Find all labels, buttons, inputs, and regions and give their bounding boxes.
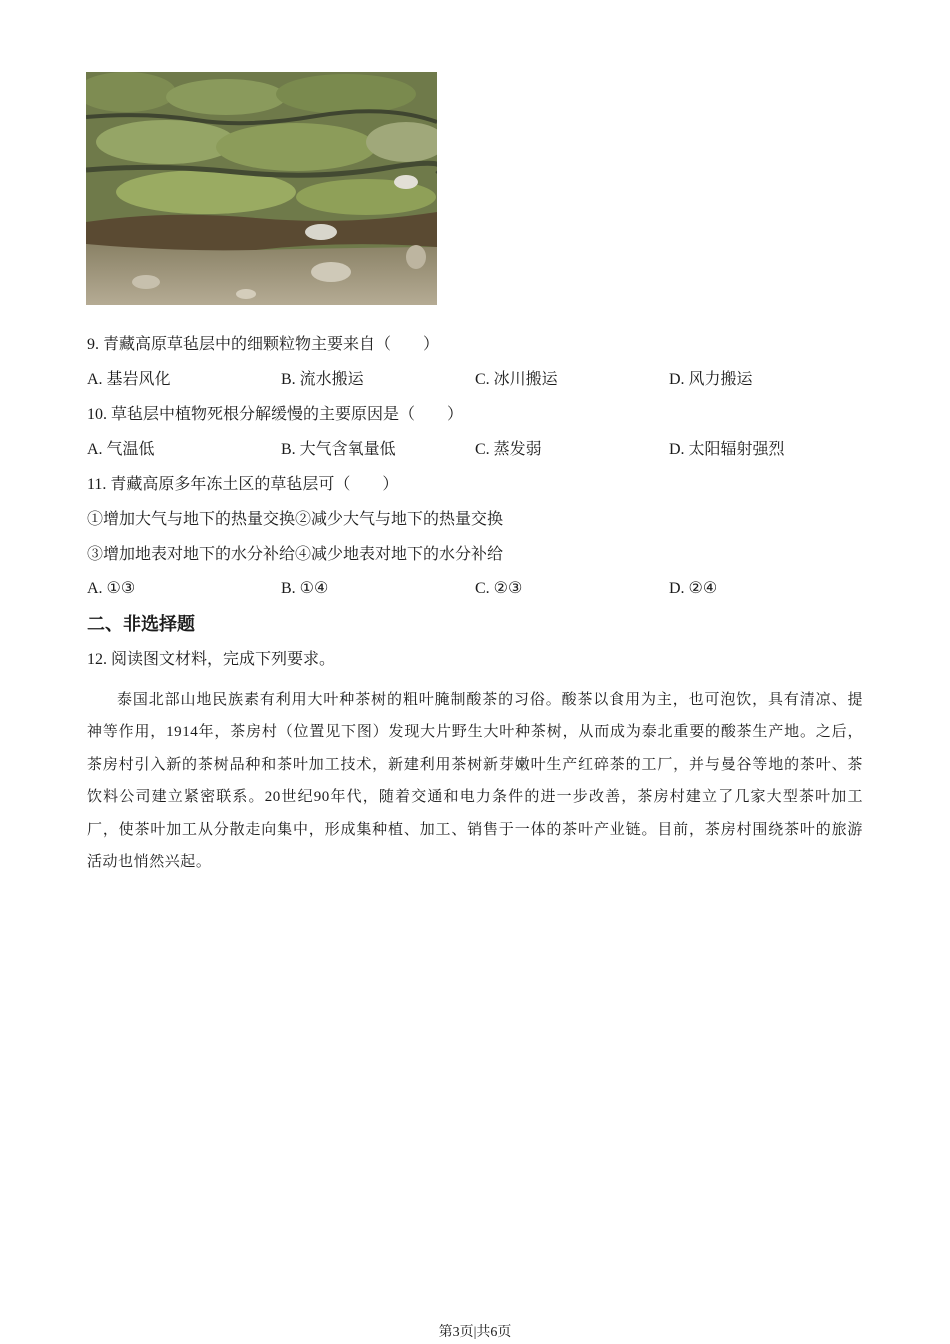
q10-option-b[interactable]: B. 大气含氧量低 (281, 441, 396, 458)
q9-option-b[interactable]: B. 流水搬运 (281, 371, 364, 388)
page-footer: 第3页|共6页 (438, 1325, 512, 1340)
q9-option-c[interactable]: C. 冰川搬运 (475, 371, 558, 388)
question-10-stem: 10. 草毡层中植物死根分解缓慢的主要原因是（ ） (87, 406, 464, 423)
q10-option-d[interactable]: D. 太阳辐射强烈 (669, 441, 785, 458)
q12-material-paragraph (87, 684, 863, 878)
q10-option-a[interactable]: A. 气温低 (87, 441, 155, 458)
q11-option-b[interactable]: B. ①④ (281, 580, 329, 597)
q12-paragraph-text: 泰国北部山地民族素有利用大叶种茶树的粗叶腌制酸茶的习俗。酸茶以食用为主，也可泡饮，具有清凉、提神等作用，1914年，茶房村（位置见下图）发现大片野生大叶种茶树，从而成为泰北重要的酸茶生产地。之后，茶房村引入新的茶树品种和茶叶加工技术，新建利用茶树新芽嫩叶生产红碎茶的工厂，并与曼谷等地的茶叶、茶饮料公司建立紧密联系。20世纪90年代，随着交通和电力条件的进一步改善，茶房村建立了几家大型茶叶加工厂，使茶叶加工从分散走向集中，形成集种植、加工、销售于一体的茶叶产业链。目前，茶房村围绕茶叶的旅游活动也悄然兴起。 (87, 692, 863, 871)
q11-option-c[interactable]: C. ②③ (475, 580, 523, 597)
q11-option-d[interactable]: D. ②④ (669, 580, 718, 597)
question-11-stem: 11. 青藏高原多年冻土区的草毡层可（ ） (87, 476, 399, 493)
question-12-stem: 12. 阅读图文材料，完成下列要求。 (87, 651, 336, 668)
q11-option-a[interactable]: A. ①③ (87, 580, 136, 597)
grass-mat-illustration (86, 72, 437, 305)
q9-option-d[interactable]: D. 风力搬运 (669, 371, 753, 388)
section-heading: 二、非选择题 (87, 614, 195, 635)
q11-statement-2: ③增加地表对地下的水分补给④减少地表对地下的水分补给 (87, 546, 504, 563)
q9-option-a[interactable]: A. 基岩风化 (87, 371, 171, 388)
q10-option-c[interactable]: C. 蒸发弱 (475, 441, 542, 458)
question-9-stem: 9. 青藏高原草毡层中的细颗粒物主要来自（ ） (87, 336, 440, 353)
grass-mat-photo (86, 72, 437, 305)
q11-statement-1: ①增加大气与地下的热量交换②减少大气与地下的热量交换 (87, 511, 504, 528)
